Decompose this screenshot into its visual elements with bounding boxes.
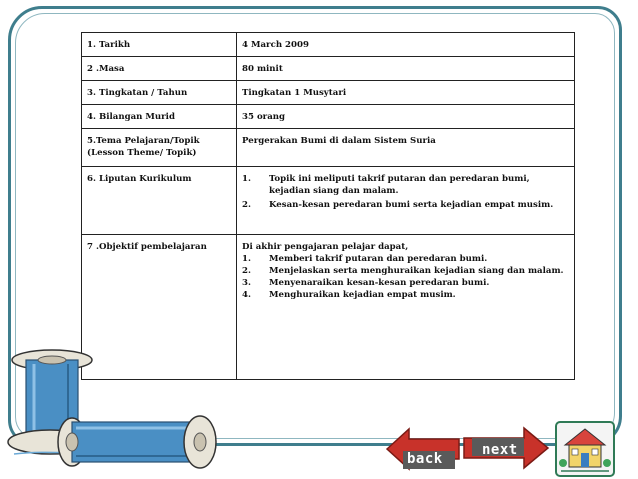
- row-label: 1. Tarikh: [82, 33, 237, 57]
- table-row: [82, 57, 575, 81]
- list-item: 3. Menyenaraikan kesan-kesan peredaran bumi.: [242, 278, 490, 288]
- row-label: 3. Tingkatan / Tahun: [82, 81, 237, 105]
- list-item: 1. Topik ini meliputi takrif putaran dan peredaran bumi, kejadian siang dan malam.: [242, 174, 530, 196]
- objektif-list: [242, 253, 570, 301]
- table-row: [82, 33, 575, 57]
- liputan-value: [237, 167, 575, 235]
- school-house-icon[interactable]: [555, 421, 615, 477]
- row-value: 80 minit: [237, 57, 575, 81]
- objektif-label: 7 .Objektif pembelajaran: [82, 235, 237, 380]
- liputan-label: 6. Liputan Kurikulum: [82, 167, 237, 235]
- back-button[interactable]: [385, 427, 461, 471]
- thread-spool-icon: [0, 330, 235, 479]
- table-row: [82, 105, 575, 129]
- theme-label-line2: (Lesson Theme/ Topik): [87, 148, 197, 158]
- back-label: back: [407, 451, 443, 467]
- list-item: 1. Memberi takrif putaran dan peredaran bumi.: [242, 254, 488, 264]
- objektif-value: [237, 235, 575, 380]
- list-item: 2. Kesan-kesan peredaran bumi serta kejadian empat musim.: [242, 200, 554, 210]
- list-item: 2. Menjelaskan serta menghuraikan kejadian siang dan malam.: [242, 266, 564, 276]
- lesson-info-table: [81, 32, 575, 380]
- liputan-list: [242, 173, 570, 211]
- next-label: next: [482, 442, 518, 458]
- list-item: 4. Menghuraikan kejadian empat musim.: [242, 290, 456, 300]
- row-value: Tingkatan 1 Musytari: [237, 81, 575, 105]
- row-value: 35 orang: [237, 105, 575, 129]
- theme-label-line1: 5.Tema Pelajaran/Topik: [87, 136, 200, 146]
- row-value: 4 March 2009: [237, 33, 575, 57]
- row-label: 4. Bilangan Murid: [82, 105, 237, 129]
- row-label: [82, 129, 237, 167]
- table-row: [82, 167, 575, 235]
- table-row: [82, 81, 575, 105]
- table-row: [82, 129, 575, 167]
- objektif-intro: Di akhir pengajaran pelajar dapat,: [242, 242, 409, 252]
- row-value: Pergerakan Bumi di dalam Sistem Suria: [237, 129, 575, 167]
- row-label: 2 .Masa: [82, 57, 237, 81]
- next-button[interactable]: [462, 426, 550, 470]
